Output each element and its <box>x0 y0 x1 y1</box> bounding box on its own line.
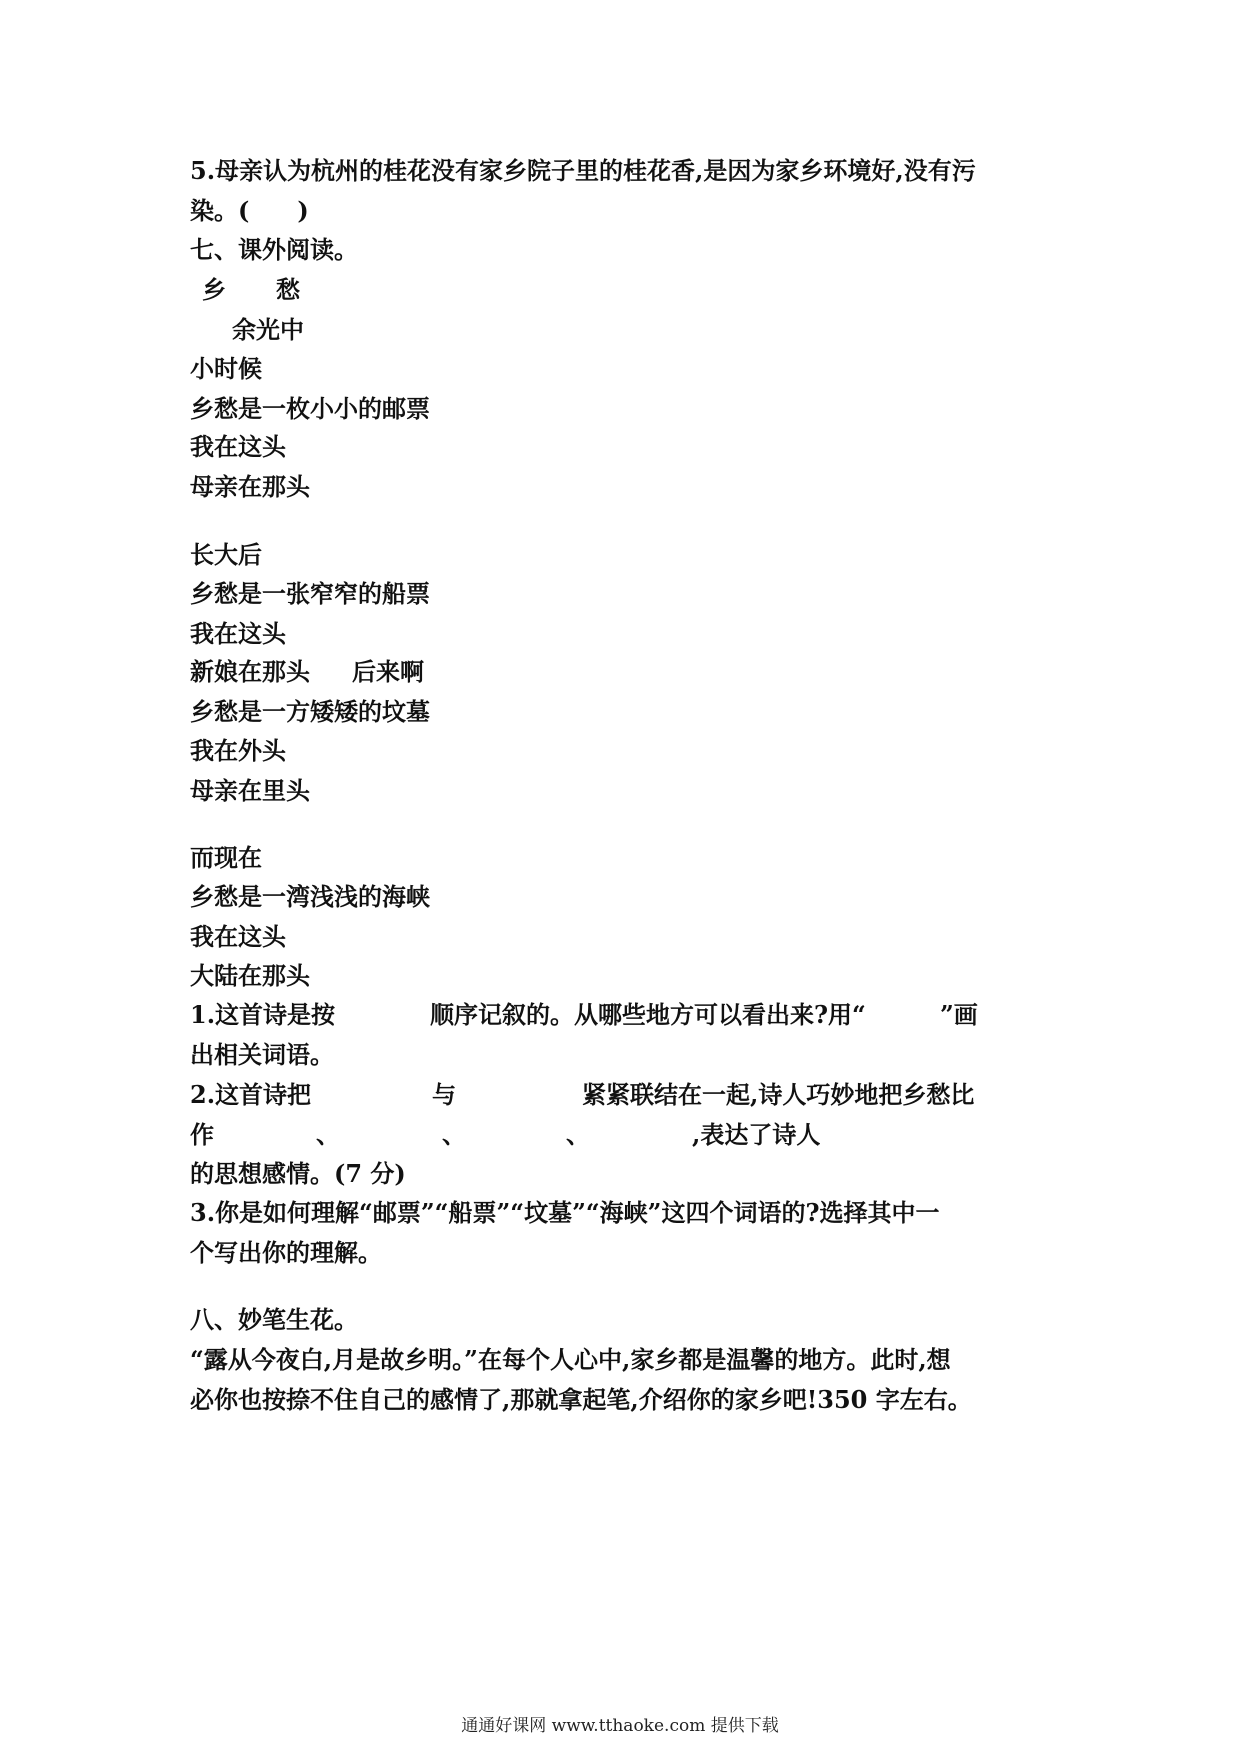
poem-line: 乡愁是一张窄窄的船票 <box>190 579 430 608</box>
question-1-text: 1.这首诗是按 <box>190 1000 336 1029</box>
poem-line: 母亲在那头 <box>190 472 310 501</box>
poem-line: 我在这头 <box>190 432 286 461</box>
question-2-text: 2.这首诗把 <box>190 1080 312 1109</box>
poem-line: 小时候 <box>190 354 262 383</box>
question-2-text: 作 <box>190 1120 214 1149</box>
page-footer: 通通好课网 www.tthaoke.com 提供下载 <box>461 1716 779 1736</box>
poem-line: 大陆在那头 <box>190 961 310 990</box>
question-3-line-2: 个写出你的理解。 <box>190 1238 382 1267</box>
poem-line: 乡愁是一枚小小的邮票 <box>190 394 430 423</box>
question-1-text: 顺序记叙的。从哪些地方可以看出来?用“ <box>430 1000 866 1029</box>
section-8-heading: 八、妙笔生花。 <box>190 1305 358 1334</box>
question-5-line-1: 5.母亲认为杭州的桂花没有家乡院子里的桂花香,是因为家乡环境好,没有污 <box>190 156 976 185</box>
poem-line: 我在外头 <box>190 736 286 765</box>
poem-line: 我在这头 <box>190 619 286 648</box>
question-3-line-1: 3.你是如何理解“邮票”“船票”“坟墓”“海峡”这四个词语的?选择其中一 <box>190 1198 940 1227</box>
poem-line-part: 新娘在那头 <box>190 657 310 686</box>
question-2-line-3: 的思想感情。(7 分) <box>190 1159 406 1188</box>
writing-prompt-line-1: “露从今夜白,月是故乡明。”在每个人心中,家乡都是温馨的地方。此时,想 <box>190 1345 951 1374</box>
poem-line: 母亲在里头 <box>190 776 310 805</box>
question-1-line-2: 出相关词语。 <box>190 1040 334 1069</box>
question-1-text: ”画 <box>940 1000 978 1029</box>
question-2-separator: 、 <box>566 1120 590 1149</box>
question-2-separator: 、 <box>316 1120 340 1149</box>
poem-author: 余光中 <box>232 315 304 344</box>
poem-title-char-2: 愁 <box>276 275 300 304</box>
question-2-separator: 、 <box>442 1120 466 1149</box>
question-2-text: 与 <box>432 1080 456 1109</box>
poem-line: 而现在 <box>190 843 262 872</box>
section-7-heading: 七、课外阅读。 <box>190 235 358 264</box>
question-2-text: ,表达了诗人 <box>692 1120 821 1149</box>
poem-line: 乡愁是一湾浅浅的海峡 <box>190 882 430 911</box>
question-5-line-2: 染。( ) <box>190 196 309 225</box>
poem-line-part: 后来啊 <box>352 657 424 686</box>
writing-prompt-line-2: 必你也按捺不住自己的感情了,那就拿起笔,介绍你的家乡吧!350 字左右。 <box>190 1385 972 1414</box>
poem-line: 我在这头 <box>190 922 286 951</box>
question-2-text: 紧紧联结在一起,诗人巧妙地把乡愁比 <box>582 1080 975 1109</box>
poem-line: 长大后 <box>190 540 262 569</box>
poem-title-char-1: 乡 <box>202 275 226 304</box>
poem-line: 乡愁是一方矮矮的坟墓 <box>190 697 430 726</box>
